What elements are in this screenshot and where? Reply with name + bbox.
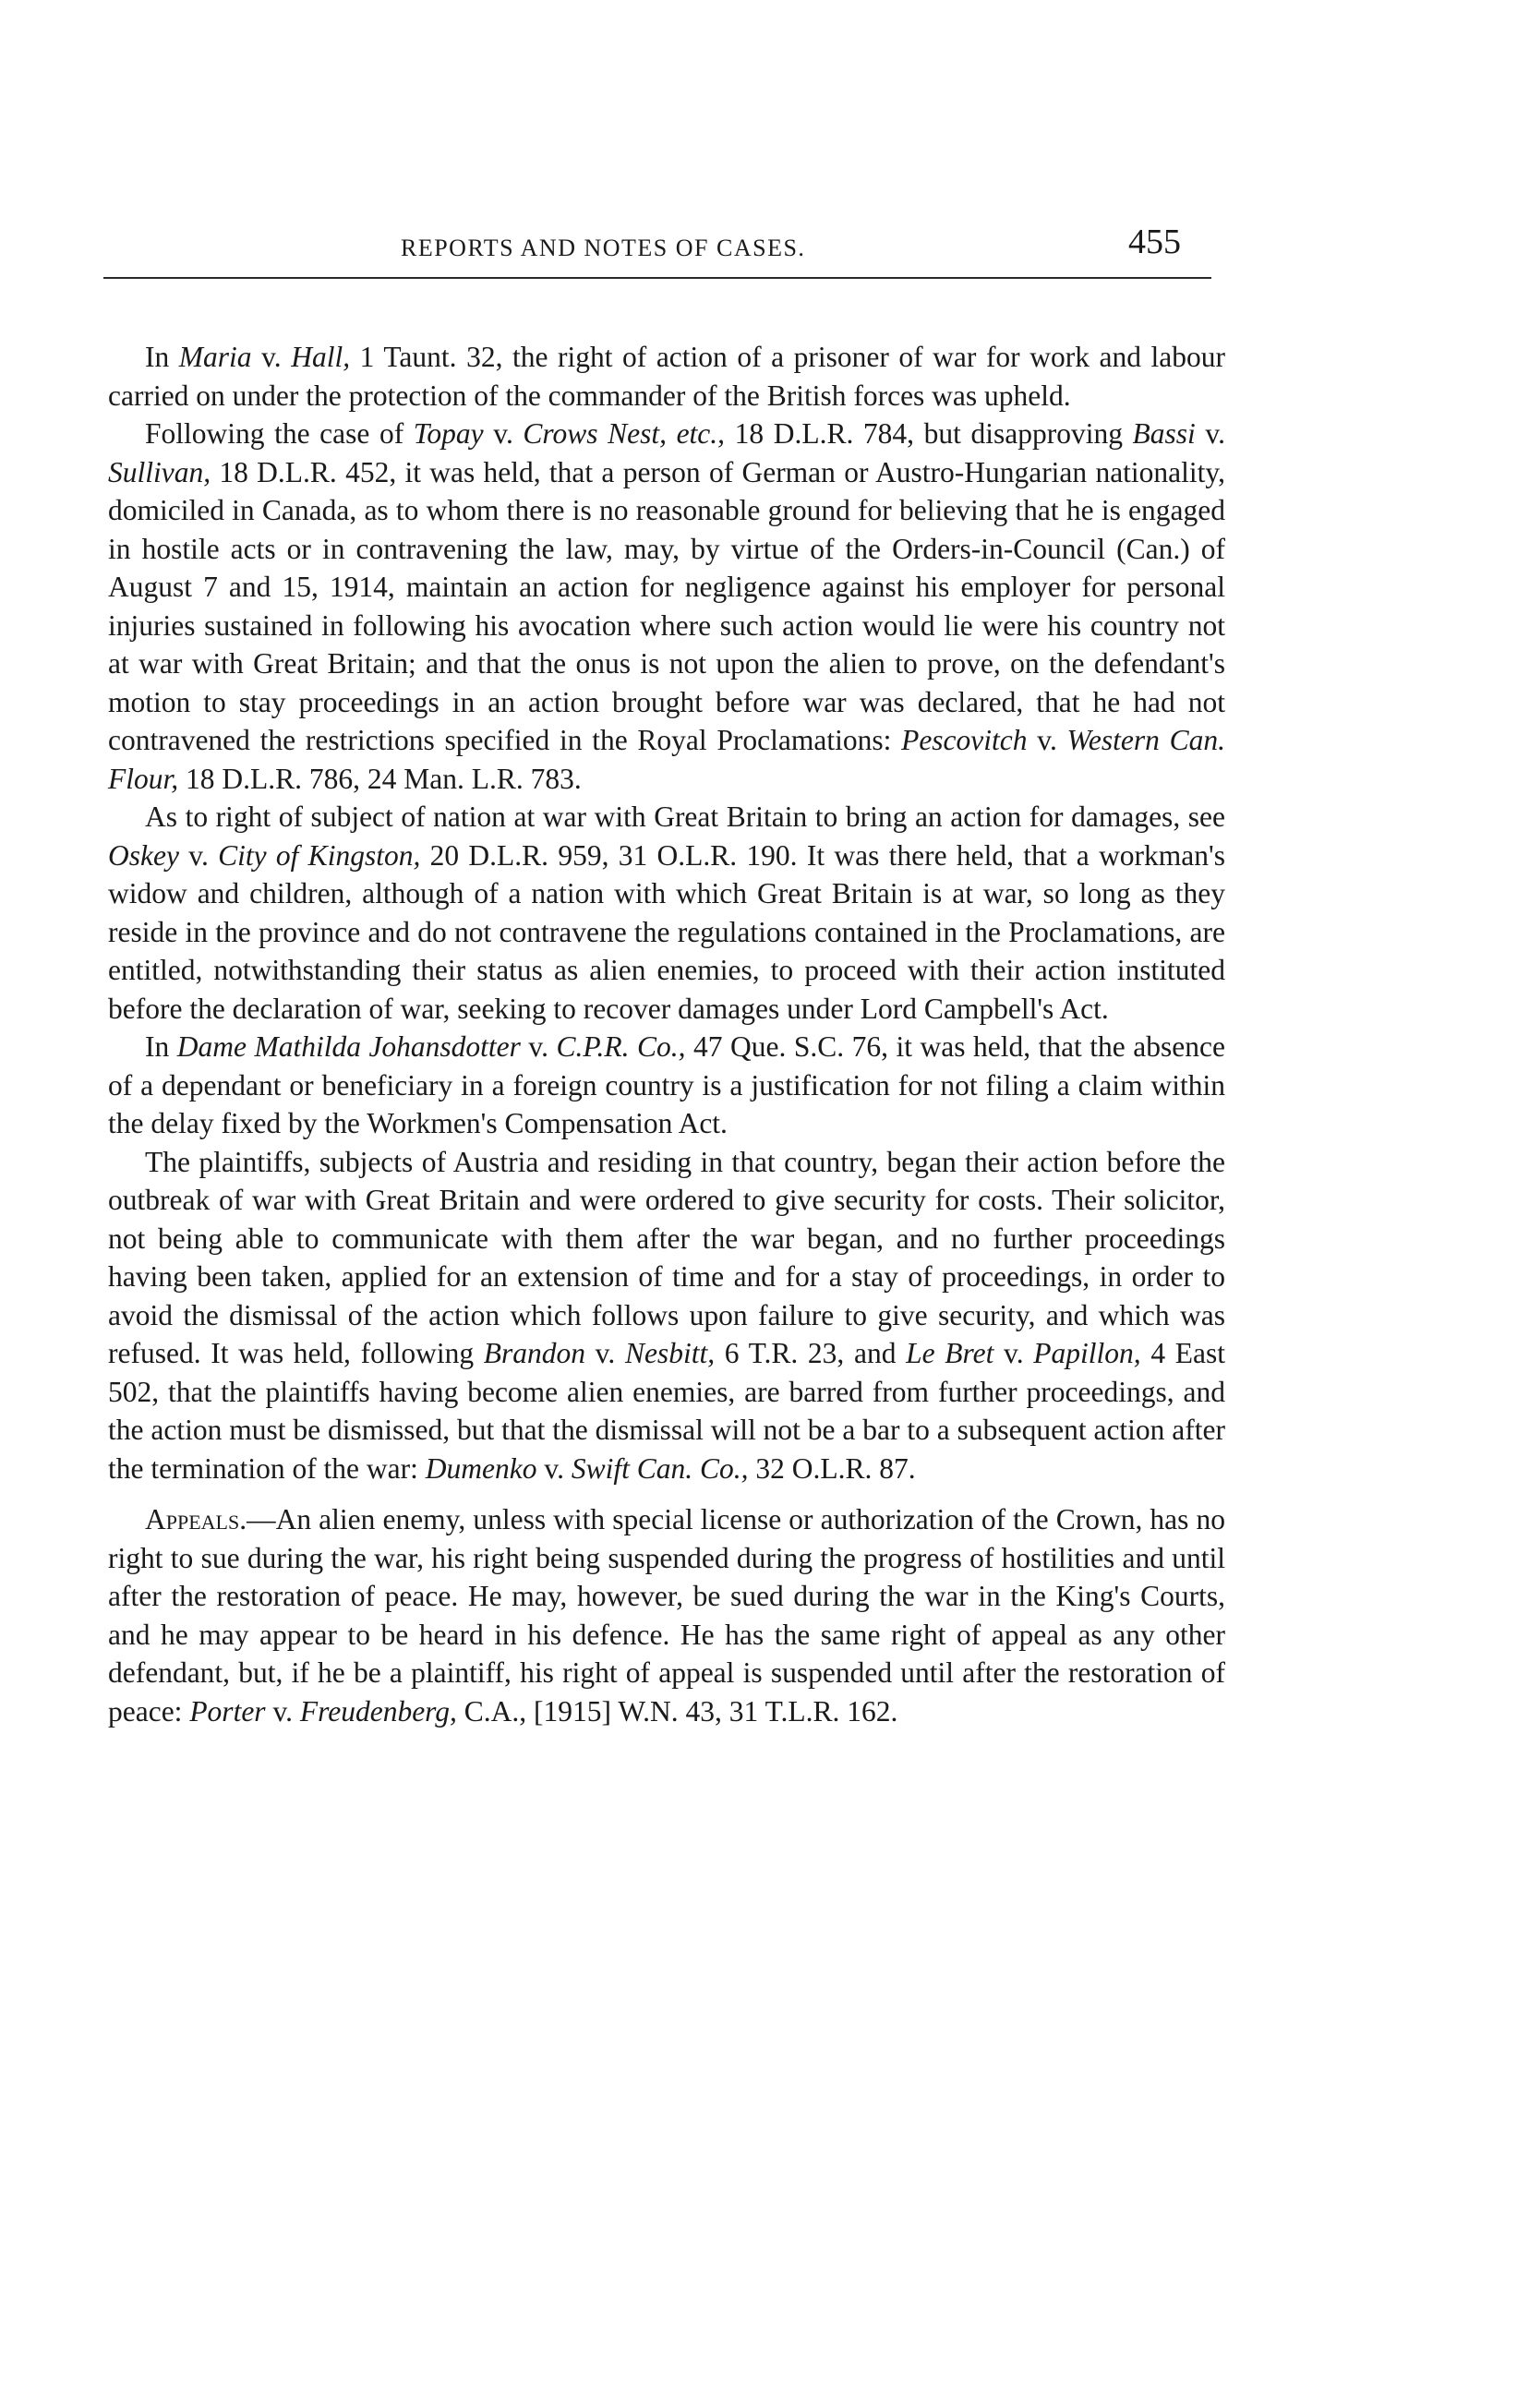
text-run: 18 D.L.R. 786, 24 Man. L.R. 783.	[178, 762, 582, 795]
text-run: 20 D.L.R. 959, 31 O.L.R. 190. It was there held, that a workman's widow and children, although of a nation with which Great Britain is at war, so long as they reside in the province and do not contravene the regulations contained in the Proclamations, are entitled, notwithstanding their status as alien enemies, to proceed with their action instituted before the declaration of war, seeking to recover damages under Lord Campbell's Act.	[108, 838, 1225, 1025]
text-run: v.	[1027, 724, 1067, 756]
case-name: Dame Mathilda Johansdotter	[176, 1030, 521, 1063]
text-run: v.	[585, 1337, 625, 1369]
text-run: v.	[265, 1694, 300, 1728]
text-run: C.A., [1915] W.N. 43, 31 T.L.R. 162.	[456, 1694, 898, 1728]
case-name: C.P.R. Co.,	[556, 1030, 686, 1063]
section-heading: Appeals.	[145, 1503, 247, 1535]
case-name: City of Kingston,	[218, 838, 421, 872]
text-run: 6 T.R. 23, and	[715, 1337, 907, 1369]
page-number: 455	[1128, 223, 1181, 261]
case-name: Swift Can. Co.,	[571, 1451, 749, 1485]
paragraph-austrian-plaintiffs	[108, 1143, 1225, 1488]
case-name: Brandon	[483, 1337, 586, 1369]
text-run: The plaintiffs, subjects of Austria and residing in that country, began their action before the outbreak of war with Great Britain and were ordered to give security for costs. Their solicitor, not being able to communicate with them after the war began, and no further proceedings having been taken, applied for an extension of time and for a stay of proceedings, in order to avoid the dismissal of the action which follows upon failure to give security, and which was refused. It was held, following	[108, 1145, 1225, 1369]
case-name: Le Bret	[906, 1337, 994, 1369]
text-run: In	[145, 1030, 177, 1063]
case-name: Crows Nest, etc.,	[523, 417, 726, 450]
running-title: REPORTS AND NOTES OF CASES.	[401, 235, 806, 261]
text-run: As to right of subject of nation at war with Great Britain to bring an action for damages, see	[145, 801, 1225, 833]
case-name: Pescovitch	[901, 724, 1028, 756]
case-name: Topay	[413, 417, 484, 450]
text-run: v.	[483, 417, 524, 450]
text-run: v.	[520, 1030, 557, 1063]
case-name: Dumenko	[425, 1451, 537, 1485]
text-run: v.	[178, 838, 219, 872]
running-header	[103, 222, 1211, 277]
text-run: v.	[993, 1337, 1034, 1369]
case-name: Western Can. Flour,	[108, 724, 1225, 795]
text-run: v.	[251, 341, 292, 373]
case-name: Porter	[189, 1694, 266, 1728]
paragraph-appeals	[108, 1500, 1225, 1730]
text-run: 47 Que. S.C. 76, it was held, that the absence of a dependant or beneficiary in a foreign country is a justification for not filing a claim within the delay fixed by the Workmen's Compensation Act.	[108, 1030, 1225, 1139]
header-rule	[103, 277, 1211, 279]
case-name: Bassi	[1132, 417, 1196, 450]
case-name: Nesbitt,	[624, 1337, 716, 1369]
case-name: Freudenberg,	[299, 1694, 457, 1728]
text-run: In	[145, 341, 179, 373]
text-run: 4 East 502, that the plaintiffs having become alien enemies, are barred from further proceedings, and the action must be dismissed, but that the dismissal will not be a bar to a subsequent action after the termination of the war:	[108, 1337, 1225, 1485]
text-run: v.	[536, 1451, 572, 1485]
case-name: Papillon,	[1033, 1337, 1141, 1369]
text-run: 1 Taunt. 32, the right of action of a prisoner of war for work and labour carried on under the protection of the commander of the British forces was upheld.	[108, 341, 1225, 412]
case-name: Sullivan,	[108, 455, 211, 488]
text-run: Following the case of	[145, 417, 414, 450]
case-name: Maria	[178, 341, 252, 373]
text-run: —An alien enemy, unless with special license or authorization of the Crown, has no right to sue during the war, his right being suspended during the progress of hostilities and until after the restoration of peace. He may, however, be sued during the war in the King's Courts, and he may appear to be heard in his defence. He has the same right of appeal as any other defendant, but, if he be a plaintiff, his right of appeal is suspended until after the restoration of peace:	[108, 1503, 1225, 1728]
paragraph-johansdotter-v-cpr	[108, 1028, 1225, 1143]
text-run: 18 D.L.R. 784, but disapproving	[725, 417, 1133, 450]
case-name: Oskey	[108, 838, 179, 872]
paragraph-oskey-v-kingston	[108, 798, 1225, 1028]
paragraph-maria-v-hall	[108, 338, 1225, 415]
text-run: v.	[1195, 417, 1225, 450]
text-run: 18 D.L.R. 452, it was held, that a person of German or Austro-Hungarian nationality, domiciled in Canada, as to whom there is no reasonable ground for believing that he is engaged in hostile acts or in contravening the law, may, by virtue of the Orders-in-Council (Can.) of August 7 and 15, 1914, maintain an action for negligence against his employer for personal injuries sustained in following his avocation where such action would lie were his country not at war with Great Britain; and that the onus is not upon the alien to prove, on the defendant's motion to stay proceedings in an action brought before war was declared, that he had not contravened the restrictions specified in the Royal Proclamations:	[108, 455, 1225, 756]
text-run: 32 O.L.R. 87.	[748, 1451, 916, 1485]
paragraph-topay-v-crows-nest	[108, 415, 1225, 798]
case-name: Hall,	[291, 341, 351, 373]
body-text	[108, 338, 1225, 1730]
